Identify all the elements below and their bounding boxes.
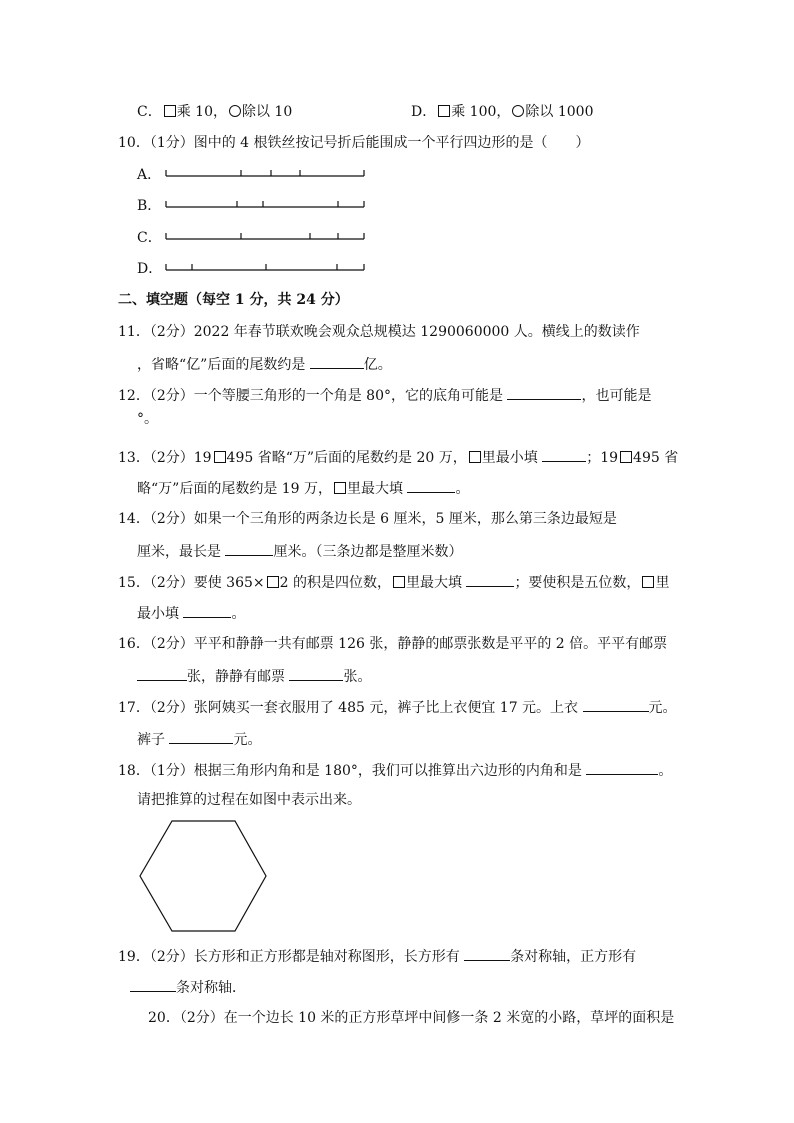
answer-blank[interactable] xyxy=(225,541,273,556)
answer-blank[interactable] xyxy=(586,760,658,775)
q9-option-d: D． 乘 100， 除以 1000 xyxy=(411,104,594,120)
q15-line2: 最小填 。 xyxy=(137,603,245,623)
wire-b-figure xyxy=(160,195,370,213)
answer-blank[interactable] xyxy=(542,447,586,462)
square-box-icon xyxy=(469,451,481,463)
q9-option-c: C． 乘 10， 除以 10 xyxy=(137,104,293,120)
answer-blank[interactable] xyxy=(169,729,233,744)
q10-text: 10．（1分）图中的 4 根铁丝按记号折后能围成一个平行四边形的是（ ） xyxy=(118,135,590,151)
wire-c-figure xyxy=(160,227,370,245)
q15-line1: 15．（2分）要使 365× 2 的积是四位数， 里最大填 ；要使积是五位数， 里 xyxy=(118,572,669,592)
answer-blank[interactable] xyxy=(289,666,343,681)
q13-line1: 13．（2分）19 495 省略“万”后面的尾数约是 20 万， 里最小填 ；19 495 省 xyxy=(118,447,678,467)
q19-line2: 条对称轴． xyxy=(130,977,246,997)
answer-blank[interactable] xyxy=(137,666,187,681)
square-box-icon xyxy=(438,105,450,117)
wire-d-figure xyxy=(160,258,370,276)
answer-blank[interactable] xyxy=(183,603,231,618)
q16-line1: 16．（2分）平平和静静一共有邮票 126 张，静静的邮票张数是平平的 2 倍。平平有邮票 xyxy=(118,636,668,652)
q11-line2: ，省略“亿”后面的尾数约是 亿。 xyxy=(137,354,392,374)
q14-line2: 厘米，最长是 厘米。（三条边都是整厘米数） xyxy=(137,541,462,561)
answer-blank[interactable] xyxy=(407,478,455,493)
square-box-icon xyxy=(267,576,279,588)
circle-icon xyxy=(229,105,241,117)
square-box-icon xyxy=(334,482,346,494)
q10-option-c-label: C． xyxy=(137,230,162,246)
q20-line1: 20．（2分）在一个边长 10 米的正方形草坪中间修一条 2 米宽的小路，草坪的面积是 xyxy=(148,1010,675,1026)
wire-a-figure xyxy=(160,164,370,182)
q17-line1: 17．（2分）张阿姨买一套衣服用了 485 元，裤子比上衣便宜 17 元。上衣 元。 xyxy=(118,697,677,717)
q19-line1: 19．（2分）长方形和正方形都是轴对称图形，长方形有 条对称轴，正方形有 xyxy=(118,946,636,966)
q18-line2: 请把推算的过程在如图中表示出来。 xyxy=(137,792,361,808)
answer-blank[interactable] xyxy=(507,385,581,400)
square-box-icon xyxy=(164,105,176,117)
square-box-icon xyxy=(393,576,405,588)
q16-line2: 张，静静有邮票 张。 xyxy=(137,666,371,686)
q12-line2: °。 xyxy=(137,411,158,427)
square-box-icon xyxy=(620,451,632,463)
answer-blank[interactable] xyxy=(583,697,649,712)
answer-blank[interactable] xyxy=(464,946,510,961)
answer-blank[interactable] xyxy=(466,572,514,587)
square-box-icon xyxy=(214,451,226,463)
q18-line1: 18．（1分）根据三角形内角和是 180°，我们可以推算出六边形的内角和是 。 xyxy=(118,760,672,780)
q10-option-b-label: B． xyxy=(137,198,162,214)
q13-line2: 略“万”后面的尾数约是 19 万， 里最大填 。 xyxy=(137,478,469,498)
q14-line1: 14．（2分）如果一个三角形的两条边长是 6 厘米，5 厘米，那么第三条边最短是 xyxy=(118,511,617,527)
q10-option-a-label: A． xyxy=(137,167,162,183)
section-2-title: 二、填空题（每空 1 分，共 24 分） xyxy=(118,292,349,308)
q11-line1: 11．（2分）2022 年春节联欢晚会观众总规模达 1290060000 人。横线上的数读作 xyxy=(118,324,640,340)
circle-icon xyxy=(512,105,524,117)
q17-line2: 裤子 元。 xyxy=(137,729,261,749)
q10-option-d-label: D． xyxy=(137,261,163,277)
q12-line1: 12．（2分）一个等腰三角形的一个角是 80°，它的底角可能是 ，也可能是 xyxy=(118,385,651,405)
square-box-icon xyxy=(642,576,654,588)
hexagon-figure xyxy=(135,818,271,936)
answer-blank[interactable] xyxy=(130,977,176,992)
answer-blank[interactable] xyxy=(310,354,364,369)
